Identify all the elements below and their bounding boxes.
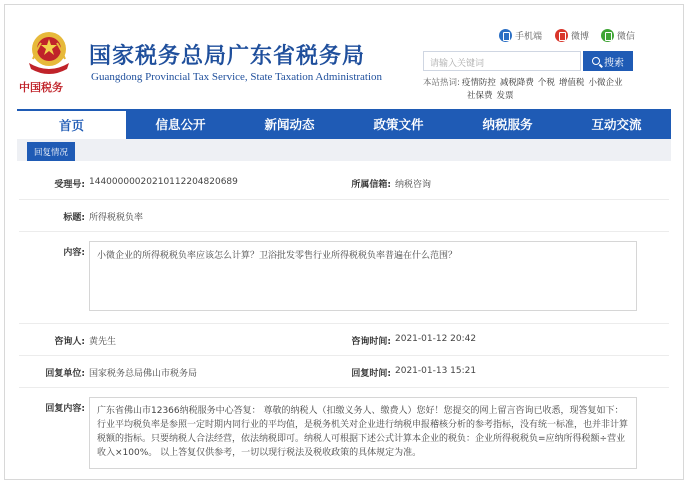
tab-reply-status[interactable]: 回复情况 xyxy=(27,142,75,161)
main-nav xyxy=(17,109,671,139)
wechat-link[interactable]: 微信 xyxy=(601,27,635,43)
ask-time-label: 咨询时间: xyxy=(351,337,391,347)
site-subtitle: Guangdong Provincial Tax Service, State Taxation Administration xyxy=(91,71,383,83)
id-label: 受理号: xyxy=(54,180,85,190)
title-label: 标题: xyxy=(63,213,85,223)
divider xyxy=(19,355,669,356)
reply-time-value: 2021-01-13 15:21 xyxy=(395,366,477,376)
reply-unit-label: 回复单位: xyxy=(45,369,85,379)
category-value: 纳税咨询 xyxy=(395,180,432,190)
reply-time-label: 回复时间: xyxy=(351,369,391,379)
search-button[interactable]: 搜索 xyxy=(583,51,633,71)
divider xyxy=(19,231,669,232)
asker-value: 黄先生 xyxy=(89,337,117,347)
tax-emblem-icon xyxy=(23,29,75,77)
site-title[interactable]: 国家税务总局广东省税务局 xyxy=(89,44,366,69)
emblem-caption: 中国税务 xyxy=(19,81,63,94)
reply-content-box: 广东省佛山市12366纳税服务中心答复： 尊敬的纳税人（扣缴义务人、缴费人）您好！您提交的网上留言咨询已收悉，现答复如下： 行业平均税负率是参照一定时期内同行业的平均值，是税务机关对企业进行纳税申报稽核分析的参考指标，没有统一标准，也并非计算税额的指标。只要纳税人合法经营，依法纳税即可。纳税人可根据下述公式计算本企业的税负：企业所得税税负=应纳所得税额÷营业收入×100%。 以上答复仅供参考，一切以现行税法及税收政策的具体规定为准。 xyxy=(89,397,637,469)
page-frame xyxy=(4,4,684,480)
divider xyxy=(19,323,669,324)
asker-label: 咨询人: xyxy=(54,337,85,347)
search-input[interactable]: 请输入关键词 xyxy=(423,51,581,71)
nav-home[interactable]: 首页 xyxy=(17,109,126,139)
ask-time-value: 2021-01-12 20:42 xyxy=(395,334,477,344)
hot-words-label: 本站热词: xyxy=(423,78,460,88)
nav-interaction[interactable]: 互动交流 xyxy=(591,117,642,132)
hot-word[interactable]: 增值税 xyxy=(558,78,585,88)
hot-word[interactable]: 发票 xyxy=(496,91,514,101)
id-value: 1440000002021011220482068​9 xyxy=(89,177,238,187)
mobile-icon xyxy=(499,29,512,42)
divider xyxy=(19,199,669,200)
content-box: 小微企业的所得税税负率应该怎么计算？卫浴批发零售行业所得税税负率普遍在什么范围？ xyxy=(89,241,637,311)
hot-word[interactable]: 小微企业 xyxy=(588,78,623,88)
hot-word[interactable]: 减税降费 xyxy=(499,78,534,88)
reply-content-label: 回复内容: xyxy=(45,404,85,414)
title-value: 所得税税负率 xyxy=(89,213,144,223)
nav-tax-service[interactable]: 纳税服务 xyxy=(482,117,533,132)
sub-tab-bar xyxy=(17,139,671,161)
content-label: 内容: xyxy=(63,248,85,258)
category-label: 所属信箱: xyxy=(351,180,391,190)
nav-info-disclosure[interactable]: 信息公开 xyxy=(155,117,206,132)
mobile-link[interactable]: 手机端 xyxy=(499,27,542,43)
hot-word[interactable]: 社保费 xyxy=(467,91,493,101)
weibo-icon xyxy=(555,29,568,42)
hot-word[interactable]: 疫情防控 xyxy=(461,78,496,88)
search-icon xyxy=(592,57,600,65)
nav-policy[interactable]: 政策文件 xyxy=(373,117,424,132)
site-header xyxy=(5,5,683,109)
divider xyxy=(19,387,669,388)
hot-word[interactable]: 个税 xyxy=(537,78,555,88)
nav-news[interactable]: 新闻动态 xyxy=(264,117,315,132)
reply-unit-value: 国家税务总局佛山市税务局 xyxy=(89,369,198,379)
wechat-icon xyxy=(601,29,614,42)
weibo-link[interactable]: 微博 xyxy=(555,27,589,43)
hot-words xyxy=(423,77,637,103)
